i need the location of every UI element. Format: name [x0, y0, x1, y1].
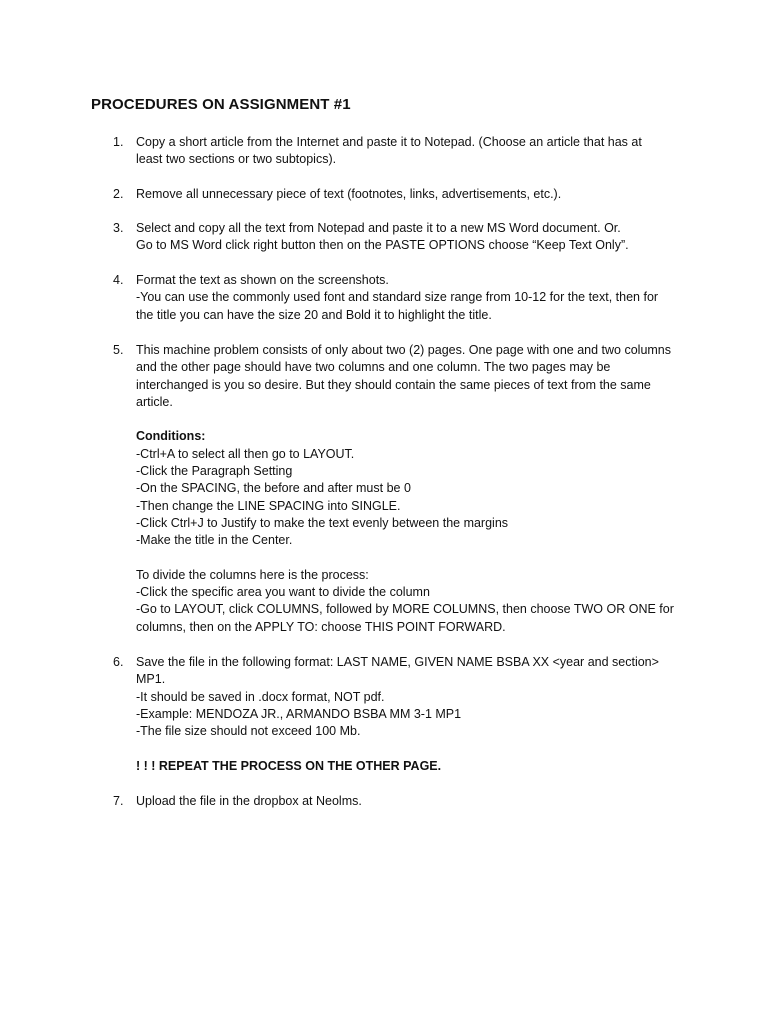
- condition-line: -Make the title in the Center.: [136, 533, 293, 548]
- columns-line: To divide the columns here is the process:: [136, 567, 369, 582]
- conditions-heading: Conditions:: [136, 429, 206, 444]
- text-line: -Example: MENDOZA JR., ARMANDO BSBA MM 3-1 MP1: [136, 706, 462, 721]
- text-line: -You can use the commonly used font and standard size range from 10-12 for the text, then for: [136, 290, 659, 305]
- text-line: Remove all unnecessary piece of text (footnotes, links, advertisements, etc.).: [136, 187, 562, 201]
- condition-line: -Then change the LINE SPACING into SINGLE.: [136, 498, 401, 513]
- spacer: [136, 550, 696, 567]
- text-line: -The file size should not exceed 100 Mb.: [136, 724, 361, 739]
- columns-line: -Click the specific area you want to divide the column: [136, 585, 430, 600]
- text-line: -It should be saved in .docx format, NOT pdf.: [136, 689, 385, 704]
- text-line: interchanged is you so desire. But they should contain the same pieces of text from the same: [136, 377, 651, 392]
- text-line: Copy a short article from the Internet and paste it to Notepad. (Choose an article that has at: [136, 135, 642, 149]
- spacer: [136, 740, 696, 757]
- condition-line: -On the SPACING, the before and after must be 0: [136, 481, 411, 496]
- condition-line: -Click Ctrl+J to Justify to make the text evenly between the margins: [136, 515, 509, 530]
- text-line: Save the file in the following format: LAST NAME, GIVEN NAME BSBA XX <year and section>: [136, 655, 659, 669]
- text-line: This machine problem consists of only about two (2) pages. One page with one and two columns: [136, 343, 672, 357]
- spacer: [136, 411, 696, 428]
- list-item-number: 1.: [113, 135, 124, 149]
- text-line: least two sections or two subtopics).: [136, 152, 337, 167]
- list-item-text: [136, 654, 696, 775]
- list-item-text: [136, 186, 696, 203]
- text-line: and the other page should have two columns and one column. The two pages may be: [136, 360, 611, 375]
- text-line: the title you can have the size 20 and Bold it to highlight the title.: [136, 307, 492, 322]
- text-line: article.: [136, 394, 173, 409]
- columns-line: columns, then on the APPLY TO: choose THIS POINT FORWARD.: [136, 619, 506, 634]
- text-line: Select and copy all the text from Notepad and paste it to a new MS Word document. Or.: [136, 221, 621, 235]
- condition-line: -Click the Paragraph Setting: [136, 464, 293, 479]
- list-item-text: [136, 793, 696, 810]
- text-line: Format the text as shown on the screenshots.: [136, 273, 389, 287]
- text-line: Go to MS Word click right button then on the PASTE OPTIONS choose “Keep Text Only”.: [136, 238, 629, 253]
- list-item-number: 5.: [113, 343, 124, 357]
- list-item-number: 3.: [113, 221, 124, 235]
- page-title: PROCEDURES ON ASSIGNMENT #1: [91, 96, 351, 113]
- list-item-number: 7.: [113, 794, 124, 808]
- repeat-note: ! ! ! REPEAT THE PROCESS ON THE OTHER PAGE.: [136, 758, 442, 773]
- text-line: Upload the file in the dropbox at Neolms.: [136, 794, 362, 808]
- list-item-text: [136, 134, 696, 169]
- condition-line: -Ctrl+A to select all then go to LAYOUT.: [136, 446, 355, 461]
- columns-line: -Go to LAYOUT, click COLUMNS, followed by MORE COLUMNS, then choose TWO OR ONE for: [136, 602, 674, 617]
- list-item-text: [136, 220, 696, 255]
- list-item-text: [136, 342, 696, 636]
- list-item-number: 2.: [113, 187, 124, 201]
- list-item-number: 6.: [113, 655, 124, 669]
- list-item-number: 4.: [113, 273, 124, 287]
- text-line: MP1.: [136, 672, 166, 687]
- list-item-text: [136, 272, 696, 324]
